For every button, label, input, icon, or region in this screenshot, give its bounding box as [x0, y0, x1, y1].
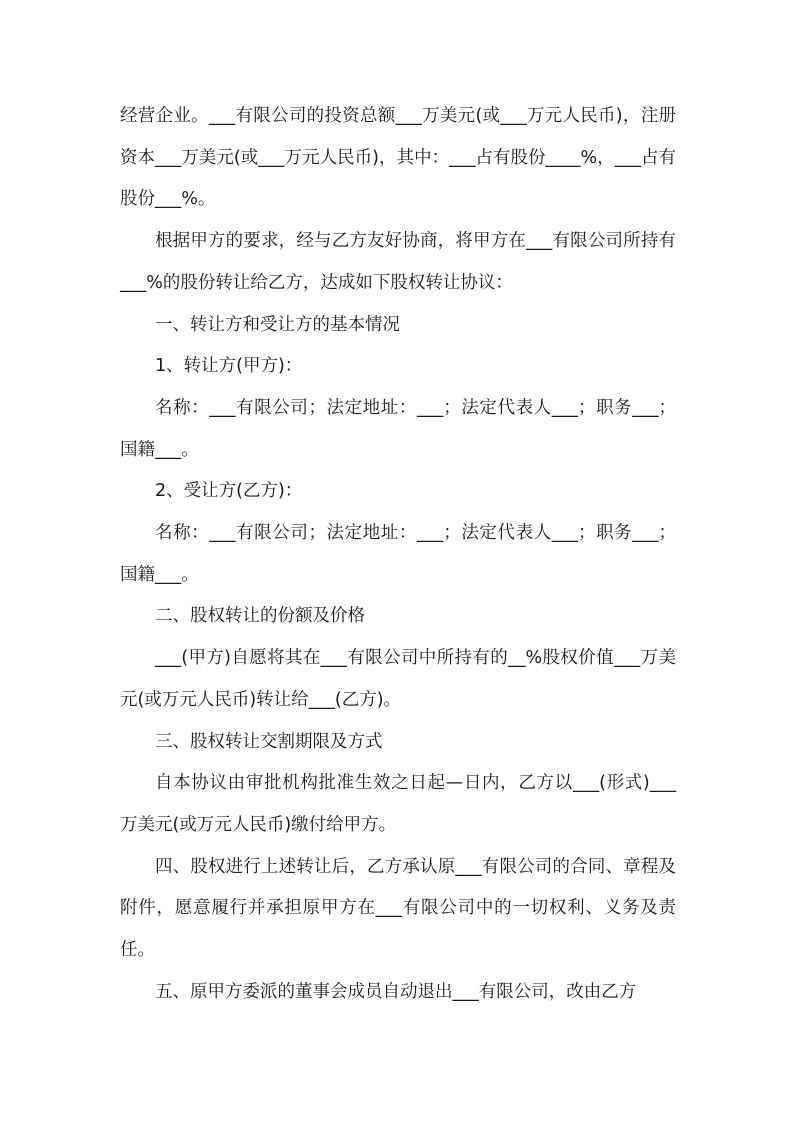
- document-body: [120, 96, 676, 1013]
- paragraph-agreement-preamble: 根据甲方的要求，经与乙方友好协商，将甲方在___有限公司所持有___%的股份转让给乙方，达成如下股权转让协议：: [120, 231, 676, 293]
- section-heading-parties: 一、转让方和受让方的基本情况: [155, 314, 400, 335]
- paragraph-transferor-details: 名称：___有限公司；法定地址：___；法定代表人___；职务___；国籍___。: [120, 397, 676, 460]
- paragraph-transferee-details: 名称：___有限公司；法定地址：___；法定代表人___；职务___；国籍___。: [120, 523, 676, 585]
- section-heading-delivery: 三、股权转让交割期限及方式: [155, 731, 383, 752]
- subheading-transferee: 2、受让方(乙方)：: [155, 481, 303, 502]
- paragraph-share-price: ___(甲方)自愿将其在___有限公司中所持有的__%股权价值___万美元(或万元人民币)转让给___(乙方)。: [120, 648, 676, 710]
- paragraph-delivery: 自本协议由审批机构批准生效之日起—日内，乙方以___(形式)___万美元(或万元人民币)缴付给甲方。: [120, 773, 676, 835]
- subheading-transferor: 1、转让方(甲方)：: [155, 356, 303, 377]
- paragraph-section-four: 四、股权进行上述转让后，乙方承认原___有限公司的合同、章程及附件，愿意履行并承担原甲方在___有限公司中的一切权利、义务及责任。: [120, 856, 676, 961]
- section-heading-share-price: 二、股权转让的份额及价格: [155, 606, 365, 627]
- paragraph-investment-capital: 经营企业。___有限公司的投资总额___万美元(或___万元人民币)，注册资本___万美元(或___万元人民币)，其中：___占有股份____%，___占有股份___%。: [120, 106, 676, 210]
- paragraph-section-five: 五、原甲方委派的董事会成员自动退出___有限公司，改由乙方: [155, 981, 637, 1002]
